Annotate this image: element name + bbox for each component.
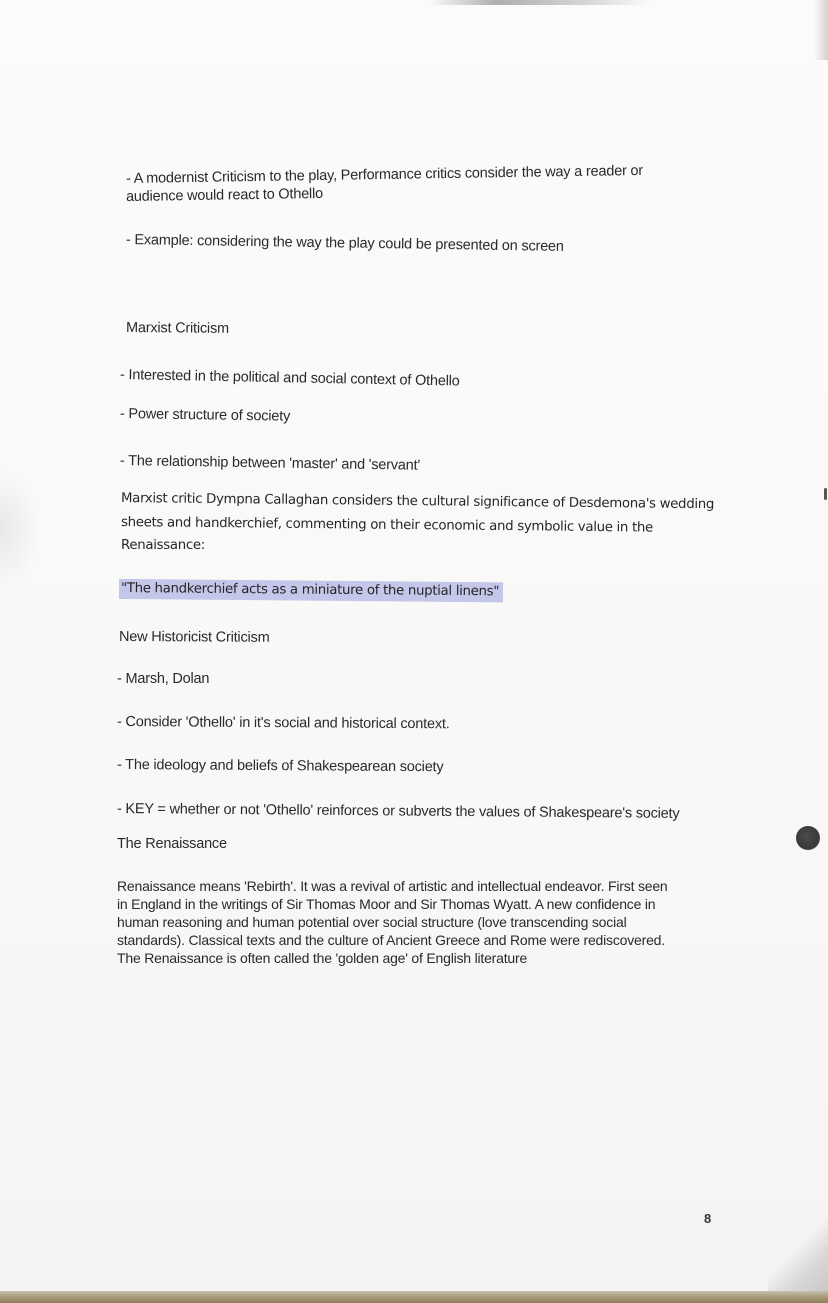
renaissance-heading: The Renaissance [117, 836, 227, 852]
marxist-heading: Marxist Criticism [125, 320, 229, 337]
renaissance-paragraph-line-4: standards). Classical texts and the culture of Ancient Greece and Rome were rediscovered. [117, 932, 665, 948]
new-historicist-bullet-3: - The ideology and beliefs of Shakespearean society [116, 757, 444, 776]
quote-highlight: "The handkerchief acts as a miniature of the nuptial linens" [119, 579, 503, 602]
paper-right-edge [814, 0, 828, 60]
marxist-paragraph-line-1: Marxist critic Dympna Callaghan considers the cultural significance of Desdemona's wedding [120, 491, 715, 513]
marxist-quote [121, 580, 503, 601]
marxist-bullet-3: - The relationship between 'master' and 'servant' [119, 453, 421, 474]
new-historicist-bullet-2: - Consider 'Othello' in it's social and historical context. [116, 714, 450, 733]
page-number: 8 [704, 1211, 712, 1226]
paper-edge-shadow [430, 0, 650, 5]
performance-bullet-2: - Example: considering the way the play could be presented on screen [125, 232, 564, 255]
performance-bullet-1-cont: audience would react to Othello [125, 185, 324, 205]
marxist-bullet-1: - Interested in the political and social context of Othello [119, 367, 460, 390]
renaissance-paragraph-line-3: human reasoning and human potential over social structure (love transcending social [117, 914, 627, 930]
performance-bullet-1: - A modernist Criticism to the play, Performance critics consider the way a reader or [125, 162, 644, 187]
new-historicist-bullet-4: - KEY = whether or not 'Othello' reinforces or subverts the values of Shakespeare's society [116, 801, 680, 822]
marxist-paragraph-line-3: Renaissance: [121, 538, 205, 553]
marxist-paragraph-line-2: sheets and handkerchief, commenting on their economic and symbolic value in the [120, 515, 654, 536]
renaissance-paragraph-line-1: Renaissance means 'Rebirth'. It was a revival of artistic and intellectual endeavor. First seen [117, 878, 668, 894]
marxist-bullet-2: - Power structure of society [119, 406, 291, 425]
new-historicist-heading: New Historicist Criticism [118, 629, 270, 646]
new-historicist-bullet-1: - Marsh, Dolan [117, 671, 210, 687]
paper-fold-shadow [768, 1211, 828, 1291]
renaissance-paragraph-line-2: in England in the writings of Sir Thomas Moor and Sir Thomas Wyatt. A new confidence in [117, 896, 656, 912]
binder-hole [796, 826, 820, 850]
table-surface-edge [0, 1291, 828, 1303]
renaissance-paragraph-line-5: The Renaissance is often called the 'golden age' of English literature [117, 950, 528, 966]
paper-edge-mark [824, 488, 827, 500]
paper-smudge [0, 470, 40, 590]
